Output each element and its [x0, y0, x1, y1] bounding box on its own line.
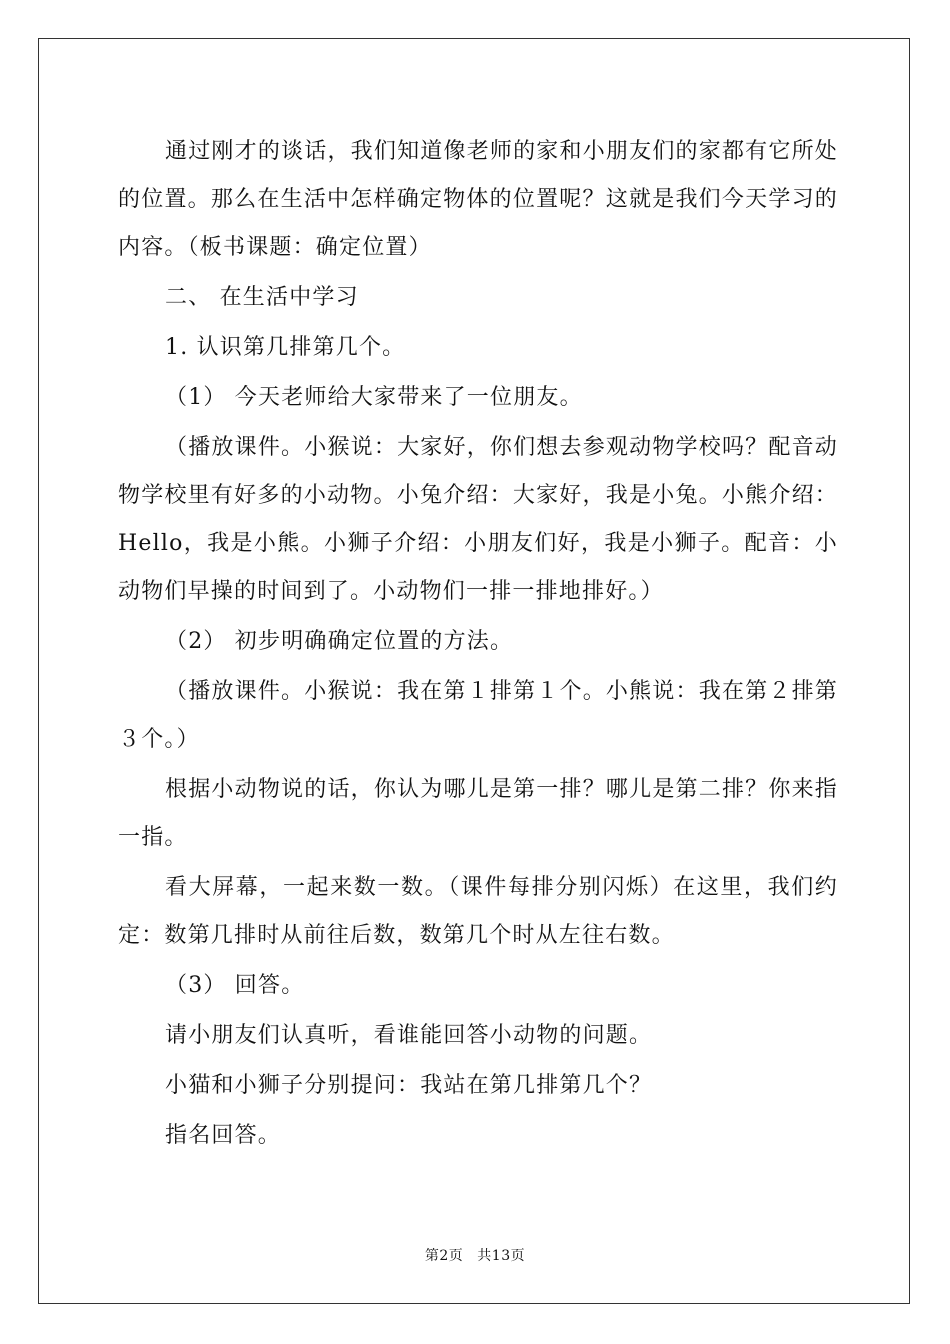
paragraph-intro: 通过刚才的谈话，我们知道像老师的家和小朋友们的家都有它所处的位置。那么在生活中怎样确定物体的位置呢？这就是我们今天学习的内容。（板书课题：确定位置）: [118, 139, 838, 260]
step-1: （1） 今天老师给大家带来了一位朋友。: [165, 385, 583, 410]
paragraph-courseware-1: （播放课件。小猴说：大家好，你们想去参观动物学校吗？配音动物学校里有好多的小动物。小兔介绍：大家好，我是小兔。小熊介绍：Hello，我是小熊。小狮子介绍：小朋友们好，我是小狮子。配音：小动物们早操的时间到了。小动物们一排一排地排好。）: [118, 435, 838, 604]
paragraph-listen: 请小朋友们认真听，看谁能回答小动物的问题。: [165, 1023, 653, 1048]
step-2: （2） 初步明确确定位置的方法。: [165, 629, 514, 654]
subsection-heading-1: 1. 认识第几排第几个。: [165, 335, 406, 360]
step-3: （3） 回答。: [165, 973, 305, 998]
paragraph-question: 根据小动物说的话，你认为哪儿是第一排？哪儿是第二排？你来指一指。: [118, 777, 838, 850]
paragraph-ask: 小猫和小狮子分别提问：我站在第几排第几个？: [165, 1073, 653, 1098]
page-number: 第2页: [424, 1248, 464, 1264]
page-total: 共13页: [477, 1248, 526, 1264]
paragraph-rule: 看大屏幕，一起来数一数。（课件每排分别闪烁）在这里，我们约定：数第几排时从前往后数，数第几个时从左往右数。: [118, 875, 838, 948]
page-footer: [0, 1246, 950, 1266]
document-body: [118, 128, 838, 1162]
paragraph-answer: 指名回答。: [165, 1123, 282, 1148]
paragraph-courseware-2: （播放课件。小猴说：我在第１排第１个。小熊说：我在第２排第３个。）: [118, 679, 838, 752]
section-heading-2: 二、 在生活中学习: [165, 285, 359, 310]
